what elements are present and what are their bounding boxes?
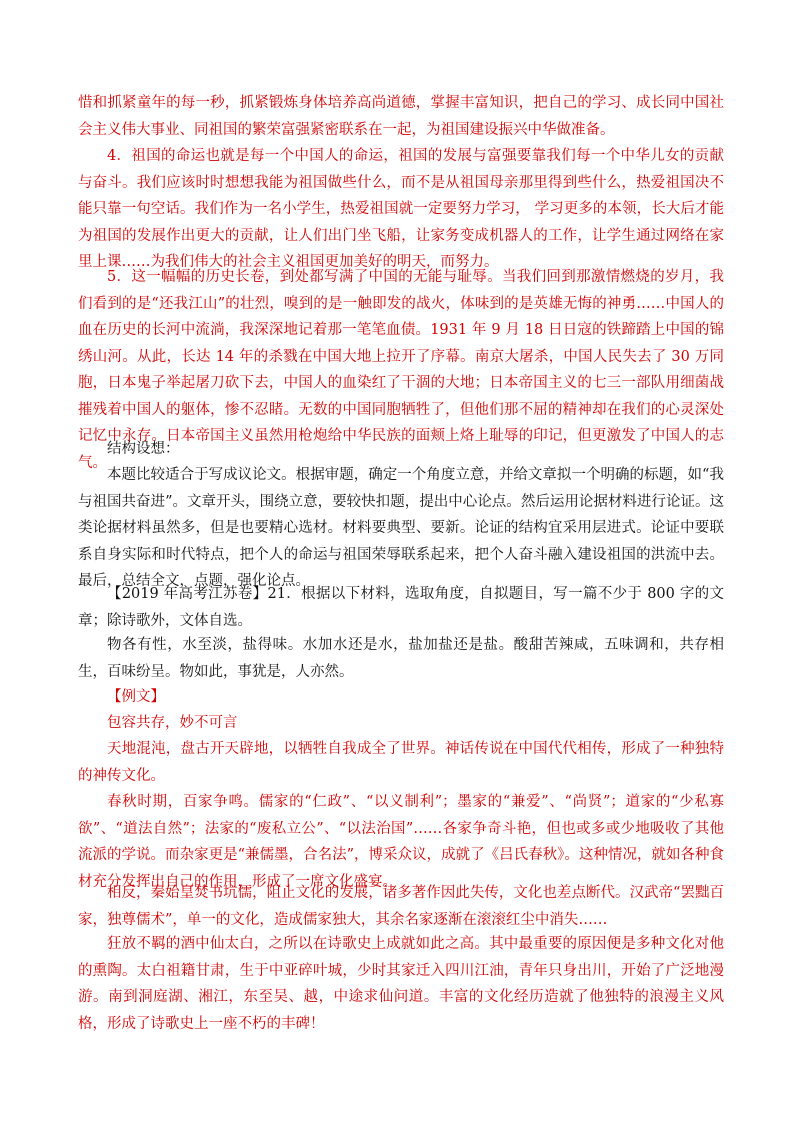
question-21: 【2019 年高考江苏卷】21．根据以下材料，选取角度，自拟题目，写一篇不少于 800 字的文章；除诗歌外，文体自选。 bbox=[78, 586, 724, 629]
example-label-text: 【例文】 bbox=[107, 689, 165, 705]
paragraph-5: 5．这一幅幅的历史长卷，到处都写满了中国的无能与耻辱。当我们回到那激情燃烧的岁月，我们看到的是“还我江山”的壮烈，嗅到的是一触即发的战火，体味到的是英雄无悔的神勇……中国人的血在历史的长河中流淌，我深深地记着那一笔笔血债。1931 年 9 月 18 日日寇的铁蹄踏上中国的锦绣山河。从此，长达 14 年的杀戮在中国大地上拉开了序幕。南京大屠杀，中国人民失去了 30 万同胞，日本鬼子举起屠刀砍下去，中国人的血染红了干涸的大地；日本帝国主义的七三一部队用细菌战摧残着中国人的躯体，惨不忍睹。无数的中国同胞牺牲了，但他们那不屈的精神却在我们的心灵深处记忆中永存。日本帝国主义虽然用枪炮给中华民族的面颊上烙上耻辱的印记，但更激发了中国人的志气。 bbox=[78, 269, 724, 471]
paragraph-4: 4．祖国的命运也就是每一个中国人的命运，祖国的发展与富强要靠我们每一个中华儿女的贡献与奋斗。我们应该时时想想我能为祖国做些什么，而不是从祖国母亲那里得到些什么，热爱祖国决不能只靠一句空话。我们作为一名小学生，热爱祖国就一定要努力学习， 学习更多的本领，长大后才能为祖国的发展作出更大的贡献，让人们出门坐飞船，让家务变成机器人的工作，让学生通过网络在家里上课……为我们伟大的社会主义祖国更加美好的明天，而努力。 bbox=[78, 148, 724, 270]
paragraph-continuation: 惜和抓紧童年的每一秒，抓紧锻炼身体培养高尚道德，掌握丰富知识，把自己的学习、成长同中国社会主义伟大事业、同祖国的繁荣富强紧密联系在一起，为祖国建设振兴中华做准备。 bbox=[78, 95, 724, 138]
essay-paragraph-4: 狂放不羁的酒中仙太白，之所以在诗歌史上成就如此之高。其中最重要的原因便是多种文化对他的熏陶。太白祖籍甘肃，生于中亚碎叶城，少时其家迁入四川江油，青年只身出川，开始了广泛地漫游。南到洞庭湖、湘江，东至吴、越，中途求仙问道。丰富的文化经历造就了他独特的浪漫主义风格，形成了诗歌史上一座不朽的丰碑！ bbox=[78, 936, 724, 1032]
material-text: 物各有性，水至淡，盐得味。水加水还是水，盐加盐还是盐。酸甜苦辣咸，五味调和，共存相生，百味纷呈。物如此，事犹是，人亦然。 bbox=[78, 637, 724, 680]
example-label bbox=[78, 684, 724, 711]
essay-paragraph-1: 天地混沌，盘古开天辟地，以牺牲自我成全了世界。神话传说在中国代代相传，形成了一种独特的神传文化。 bbox=[78, 741, 724, 784]
structure-body: 本题比较适合于写成议论文。根据审题，确定一个角度立意，并给文章拟一个明确的标题，如“我与祖国共奋进”。文章开头，围绕立意，要较快扣题，提出中心论点。然后运用论据材料进行论证。这类论据材料虽然多，但是也要精心选材。材料要典型、要新。论证的结构宜采用层进式。论证中要联系自身实际和时代特点，把个人的命运与祖国荣辱联系起来，把个人奋斗融入建设祖国的洪流中去。最后，总结全文，点题，强化论点。 bbox=[78, 467, 724, 589]
essay-paragraph-3: 相反，秦始皇焚书坑儒，阻止文化的发展，诸多著作因此失传，文化也差点断代。汉武帝“罢黜百家，独尊儒术”，单一的文化，造成儒家独大，其余名家逐渐在滚滚红尘中消失…… bbox=[78, 885, 724, 928]
structure-title: 结构设想： bbox=[107, 441, 180, 457]
essay-paragraph-2: 春秋时期，百家争鸣。儒家的“仁政”、“以义制利”；墨家的“兼爱”、“尚贤”；道家的“少私寡欲”、“道法自然”；法家的“废私立公”、“以法治国”……各家争奇斗艳，但也或多或少地吸收了其他流派的学说。而杂家更是“兼儒墨，合名法”，博采众议，成就了《吕氏春秋》。这种情况，就如各种食材充分发挥出自己的作用，形成了一席文化盛宴。 bbox=[78, 794, 724, 890]
essay-title: 包容共存，妙不可言 bbox=[107, 715, 238, 731]
